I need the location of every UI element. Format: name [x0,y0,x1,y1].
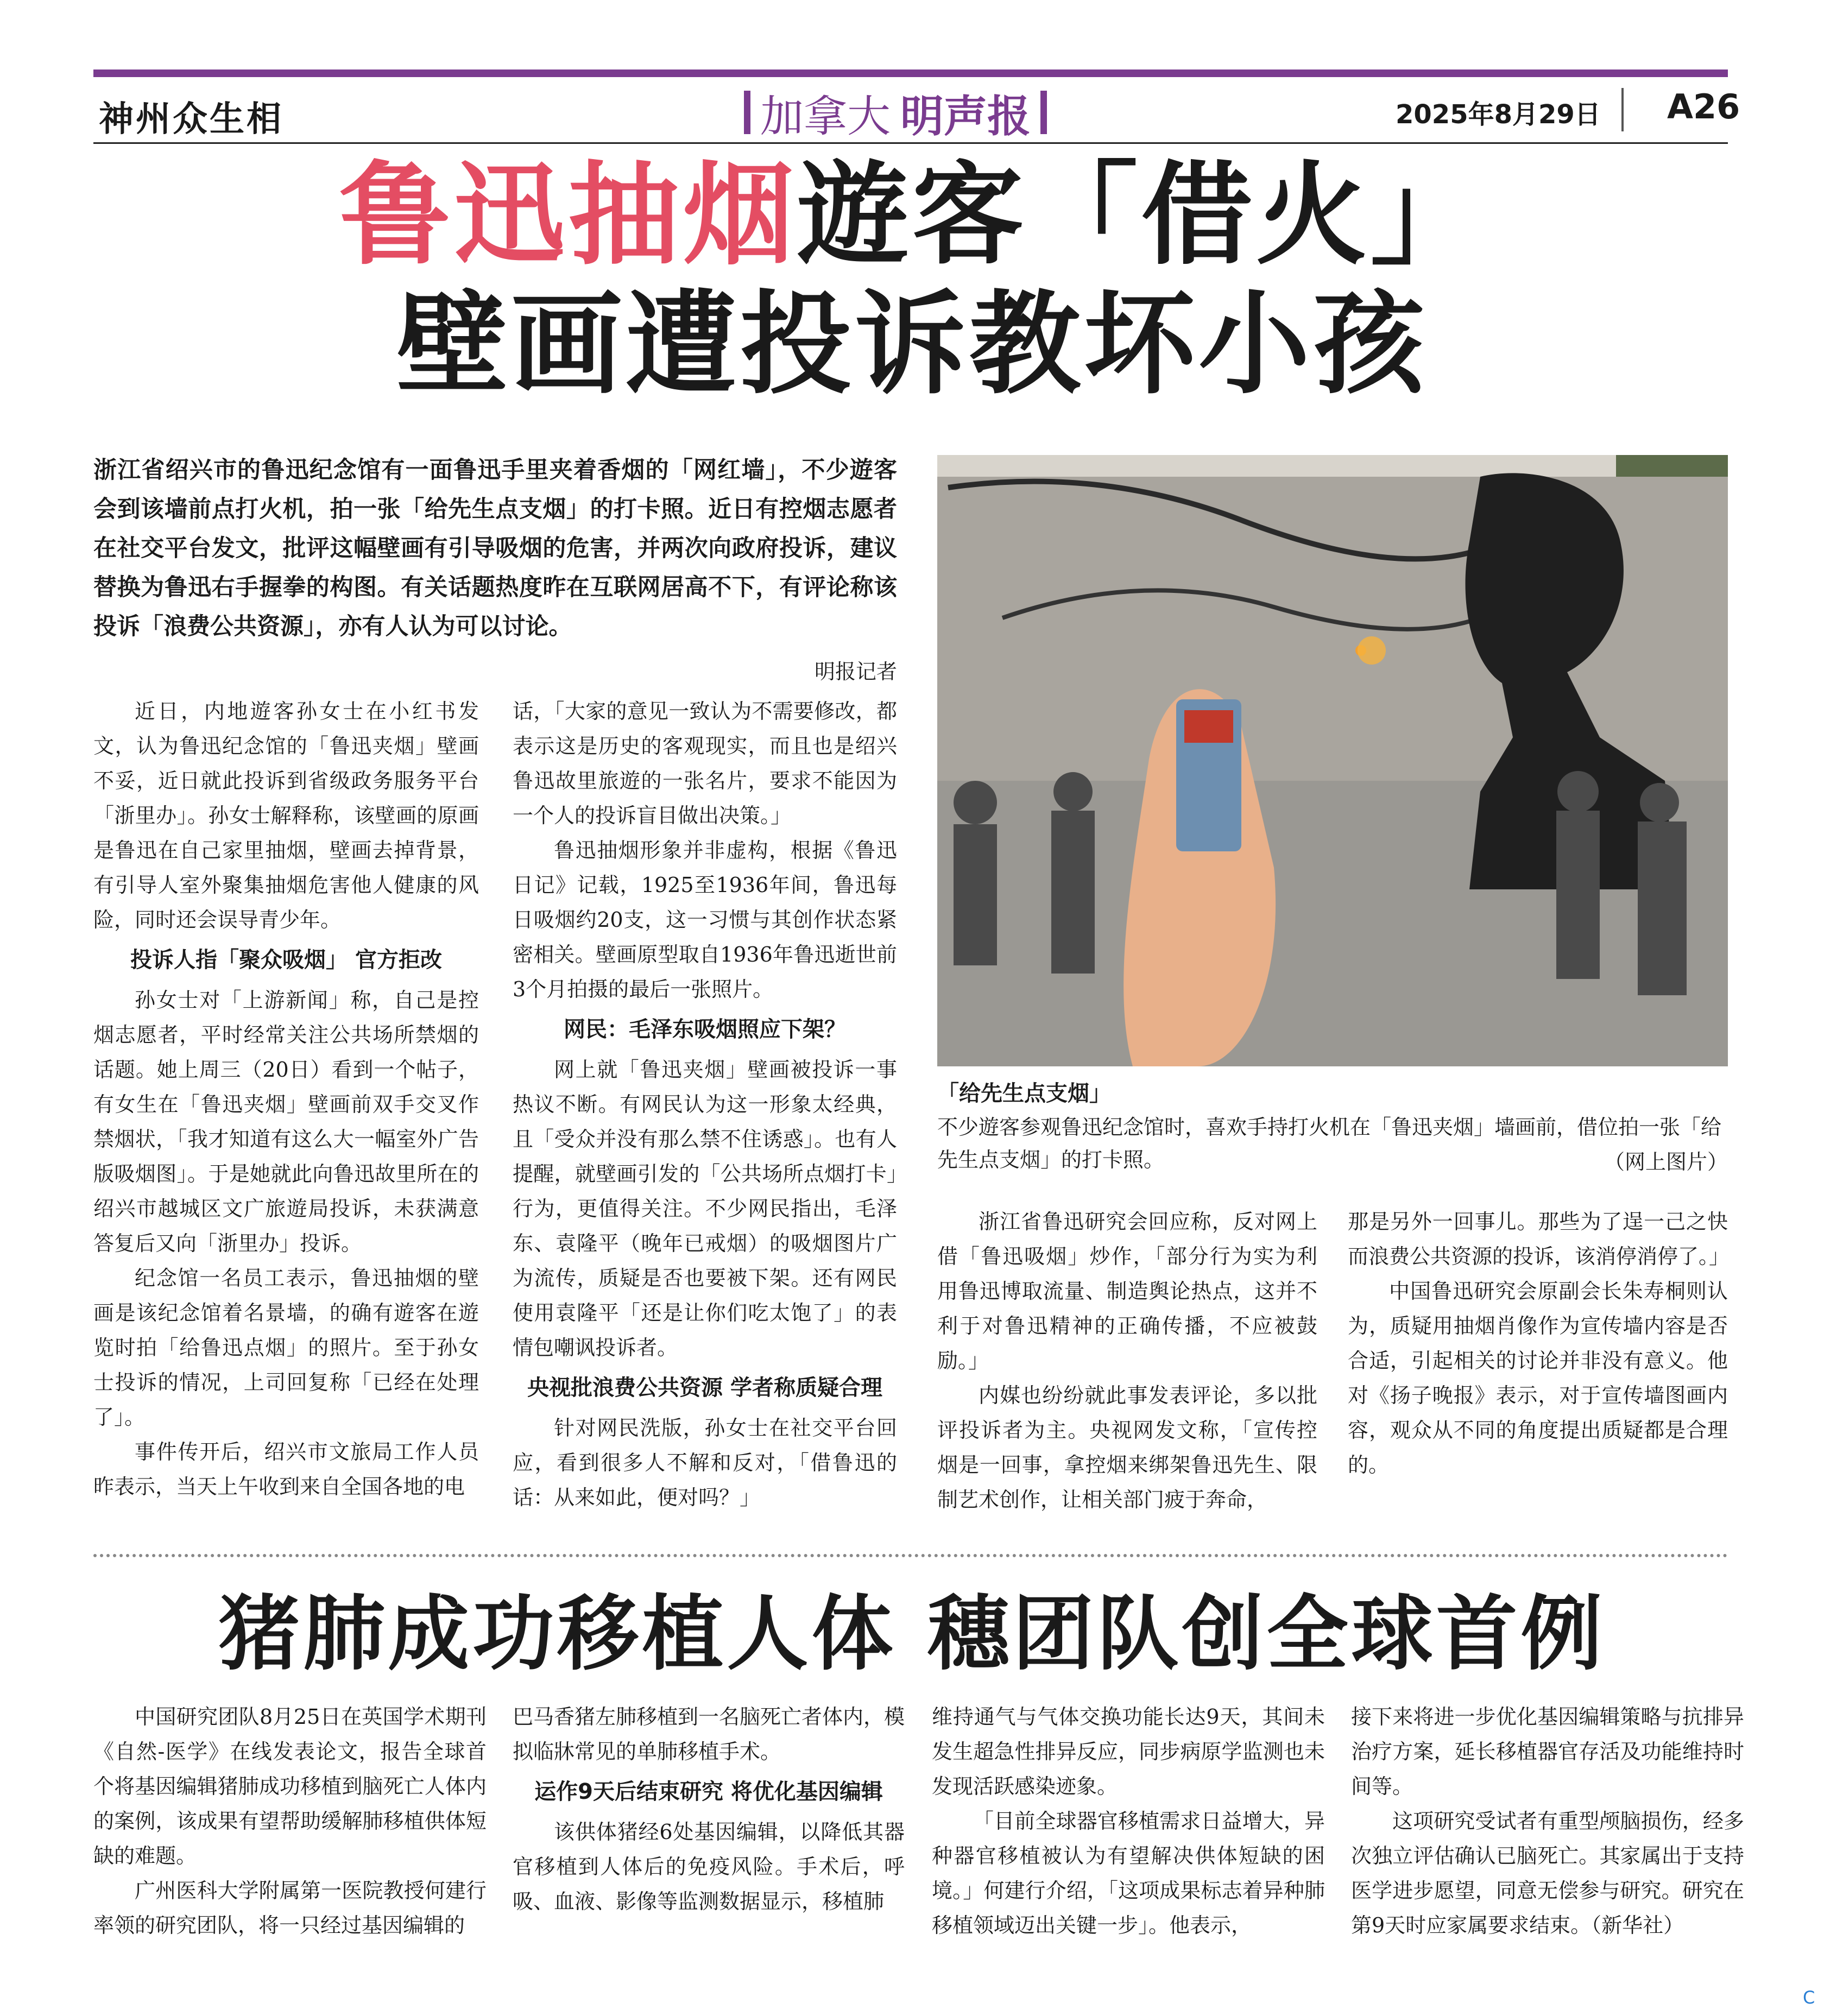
second-column-4 [1351,1699,1744,1943]
story-divider [93,1554,1728,1557]
masthead-name: 明声报 [900,91,1031,142]
masthead-bar-left [744,91,750,134]
section-title: 神州众生相 [99,99,283,140]
main-headline-line1 [0,153,1824,278]
second-column-1 [93,1699,487,1943]
paragraph: 纪念馆一名员工表示，鲁迅抽烟的壁画是该纪念馆着名景墙，的确有遊客在遊览时拍「给鲁迅点烟」的照片。至于孙女士投诉的情况，上司回复称「已经在处理了」。 [93,1266,479,1429]
subheading: 网民：毛泽东吸烟照应下架？ [564,1017,846,1042]
page-number: A26 [1667,87,1740,127]
paragraph: 孙女士对「上游新闻」称，自己是控烟志愿者，平时经常关注公共场所禁烟的话题。她上周三（20日）看到一个帖子，有女生在「鲁迅夹烟」壁画前双手交叉作禁烟状，「我才知道有这么大一幅室外广告版吸烟图」。于是她就此向鲁迅故里所在的绍兴市越城区文广旅遊局投诉，未获满意答复后又向「浙里办」投诉。 [93,988,479,1255]
photo-credit: （网上图片） [1604,1150,1728,1174]
paragraph: 网上就「鲁迅夹烟」壁画被投诉一事热议不断。有网民认为这一形象太经典，且「受众并没有那么禁不住诱惑」。也有人提醒，就壁画引发的「公共场所点烟打卡」行为，更值得关注。不少网民指出，毛泽东、袁隆平（晚年已戒烟）的吸烟图片广为流传，质疑是否也要被下架。还有网民使用袁隆平「还是让你们吃太饱了」的表情包嘲讽投诉者。 [513,1058,897,1360]
header-divider [1621,88,1624,131]
paragraph: 事件传开后，绍兴市文旅局工作人员昨表示，当天上午收到来自全国各地的电 [93,1440,479,1499]
second-column-3 [932,1699,1325,1943]
paragraph: 内媒也纷纷就此事发表评论，多以批评投诉者为主。央视网发文称，「宣传控烟是一回事，拿控烟来绑架鲁迅先生、限制艺术创作，让相关部门疲于奔命， [937,1383,1317,1512]
paragraph: 该供体猪经6处基因编辑，以降低其器官移植到人体后的免疫风险。手术后，呼吸、血液、影像等监测数据显示，移植肺 [513,1820,905,1913]
main-headline-red: 鲁迅抽烟 [339,151,798,280]
header-underline [93,142,1728,144]
subheading: 运作9天后结束研究 将优化基因编辑 [534,1779,883,1804]
lede-paragraph: 浙江省绍兴市的鲁迅纪念馆有一面鲁迅手里夹着香烟的「网红墙」，不少遊客会到该墙前点打火机，拍一张「给先生点支烟」的打卡照。近日有控烟志愿者在社交平台发文，批评这幅壁画有引导吸烟的危害，并两次向政府投诉，建议替换为鲁迅右手握拳的构图。有关话题热度昨在互联网居高不下，有评论称该投诉「浪费公共资源」，亦有人认为可以讨论。 [93,457,897,640]
paragraph: 浙江省鲁迅研究会回应称，反对网上借「鲁迅吸烟」炒作，「部分行为实为利用鲁迅博取流量、制造舆论热点，这并不利于对鲁迅精神的正确传播，不应被鼓励。」 [937,1210,1317,1373]
photo-caption-title: 「给先生点支烟」 [937,1081,1111,1106]
paragraph: 巴马香猪左肺移植到一名脑死亡者体内，模拟临牀常见的单肺移植手术。 [513,1705,905,1764]
news-photo [937,455,1728,1066]
main-column-1 [93,694,479,1504]
main-column-2 [513,694,897,1515]
paragraph: 中国研究团队8月25日在英国学术期刊《自然-医学》在线发表论文，报告全球首个将基因编辑猪肺成功移植到脑死亡人体内的案例，该成果有望帮助缓解肺移植供体短缺的难题。 [93,1705,487,1868]
paragraph: 这项研究受试者有重型颅脑损伤，经多次独立评估确认已脑死亡。其家属出于支持医学进步愿望，同意无偿参与研究。研究在第9天时应家属要求结束。（新华社） [1351,1809,1744,1937]
main-headline-black: 遊客「借火」 [797,151,1485,280]
header-rule [93,69,1728,77]
paragraph: 广州医科大学附属第一医院教授何建行率领的研究团队，将一只经过基因编辑的 [93,1879,487,1937]
paragraph: 接下来将进一步优化基因编辑策略与抗排异治疗方案，延长移植器官存活及功能维持时间等。 [1351,1705,1744,1798]
byline: 明报记者 [814,660,897,684]
paragraph: 中国鲁迅研究会原副会长朱寿桐则认为，质疑用抽烟肖像作为宣传墙内容是否合适，引起相关的讨论并非没有意义。他对《扬子晚报》表示，对于宣传墙图画内容，观众从不同的角度提出质疑都是合理的。 [1348,1279,1728,1477]
masthead [744,83,1047,142]
masthead-prefix: 加拿大 [760,91,891,142]
main-column-4 [1348,1204,1728,1482]
paragraph: 那是另外一回事儿。那些为了逞一己之快而浪费公共资源的投诉，该消停消停了。」 [1348,1210,1730,1268]
masthead-bar-right [1040,91,1047,134]
paragraph: 维持通气与气体交换功能长达9天，其间未发生超急性排异反应，同步病原学监测也未发现活跃感染迹象。 [932,1705,1325,1798]
photo-illustration [937,455,1728,1066]
paragraph: 话，「大家的意见一致认为不需要修改，都表示这是历史的客观现实，而且也是绍兴鲁迅故里旅遊的一张名片，要求不能因为一个人的投诉盲目做出决策。」 [513,699,897,827]
paragraph: 近日，内地遊客孙女士在小红书发文，认为鲁迅纪念馆的「鲁迅夹烟」壁画不妥，近日就此投诉到省级政务服务平台「浙里办」。孙女士解释称，该壁画的原画是鲁迅在自己家里抽烟，壁画去掉背景，有引导人室外聚集抽烟危害他人健康的风险，同时还会误导青少年。 [93,699,479,932]
photo-caption-text: 不少遊客参观鲁迅纪念馆时，喜欢手持打火机在「鲁迅夹烟」墙画前，借位拍一张「给先生点支烟」的打卡照。 [937,1115,1722,1172]
issue-date: 2025年8月29日 [1396,99,1601,130]
second-column-2 [513,1699,905,1919]
subheading: 投诉人指「聚众吸烟」 官方拒改 [130,947,442,972]
subheading: 央视批浪费公共资源 学者称质疑合理 [527,1375,882,1400]
main-column-3 [937,1204,1317,1517]
second-headline: 猪肺成功移植人体 穗团队创全球首例 [218,1587,1606,1682]
main-headline-line2: 壁画遭投诉教坏小孩 [396,280,1428,409]
paragraph: 针对网民洗版，孙女士在社交平台回应，看到很多人不解和反对，「借鲁迅的话：从来如此，便对吗？」 [513,1416,897,1509]
paragraph: 鲁迅抽烟形象并非虚构，根据《鲁迅日记》记载，1925至1936年间，鲁迅每日吸烟约20支，这一习惯与其创作状态紧密相关。壁画原型取自1936年鲁迅逝世前3个月拍摄的最后一张照片。 [513,838,897,1001]
paragraph: 「目前全球器官移植需求日益增大，异种器官移植被认为有望解决供体短缺的困境。」何建行介绍，「这项成果标志着异种肺移植领域迈出关键一步」。他表示， [932,1809,1325,1937]
corner-mark: C [1803,1987,1815,2008]
